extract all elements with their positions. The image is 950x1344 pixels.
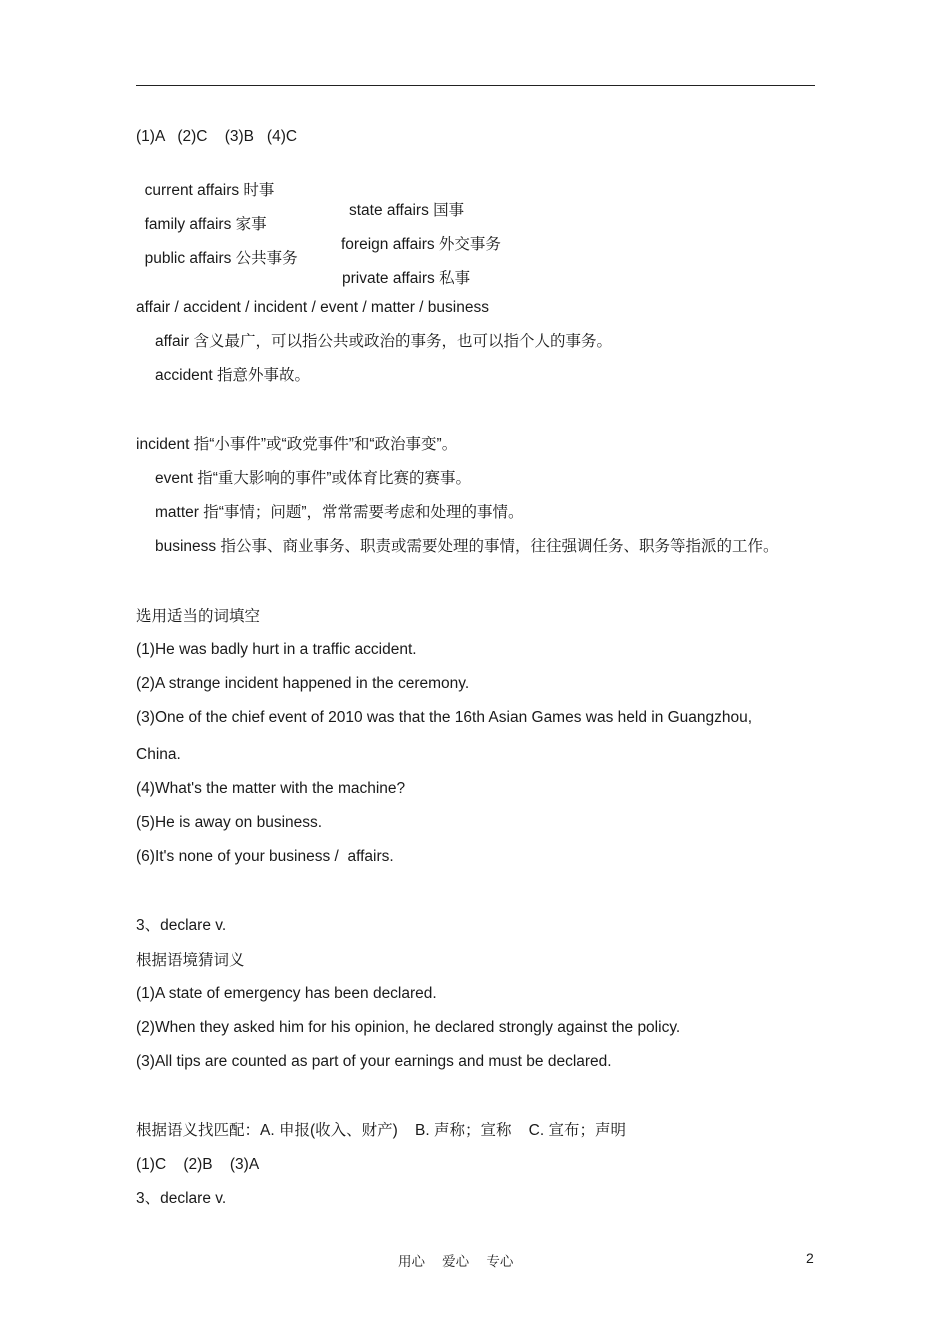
declare-item-3: (3)All tips are counted as part of your earnings and must be declared. [136,1053,612,1070]
definition-affair: affair 含义最广，可以指公共或政治的事务，也可以指个人的事务。 [155,333,612,350]
footer-motto: 用心 爱心 专心 [398,1254,514,1270]
header-rule [136,85,815,86]
declare-item-2: (2)When they asked him for his opinion, he declared strongly against the policy. [136,1019,681,1036]
declare-heading-repeat: 3、declare v. [136,1190,227,1207]
fill-heading: 选用适当的词填空 [136,607,261,625]
fill-item-2: (2)A strange incident happened in the ceremony. [136,675,470,692]
fill-item-6: (6)It's none of your business / affairs. [136,848,394,865]
definition-incident: incident 指“小事件”或“政党事件”和“政治事变”。 [136,436,458,453]
fill-item-3: (3)One of the chief event of 2010 was that the 16th Asian Games was held in Guangzhou, [136,709,753,726]
fill-item-4: (4)What's the matter with the machine? [136,780,406,797]
definition-event: event 指“重大影响的事件”或体育比赛的赛事。 [155,470,472,487]
match-line: 根据语义找匹配：A. 申报(收入、财产) B. 声称；宣称 C. 宣布；声明 [136,1122,626,1139]
pair-right: foreign affairs 外交事务 [341,236,501,253]
fill-item-5: (5)He is away on business. [136,814,323,831]
fill-item-1: (1)He was badly hurt in a traffic accident. [136,641,417,658]
pair-left: current affairs 时事 [144,182,275,199]
pair-left: public affairs 公共事务 [144,250,298,267]
guess-heading: 根据语境猜词义 [136,951,245,969]
compare-heading: affair / accident / incident / event / matter / business [136,299,489,316]
answers-line-2: (1)C (2)B (3)A [136,1156,260,1173]
fill-item-3-continued: China. [136,746,181,763]
pair-right: state affairs 国事 [349,202,465,219]
pair-left: family affairs 家事 [144,216,267,233]
definition-accident: accident 指意外事故。 [155,367,311,384]
definition-business: business 指公事、商业事务、职责或需要处理的事情，往往强调任务、职务等指派的工作。 [155,538,779,555]
definition-matter: matter 指“事情；问题”，常常需要考虑和处理的事情。 [155,504,524,521]
answers-line-1: (1)A (2)C (3)B (4)C [136,128,298,145]
page-number: 2 [806,1250,814,1266]
declare-item-1: (1)A state of emergency has been declared. [136,985,437,1002]
declare-heading: 3、declare v. [136,917,227,934]
pair-right: private affairs 私事 [342,270,471,287]
